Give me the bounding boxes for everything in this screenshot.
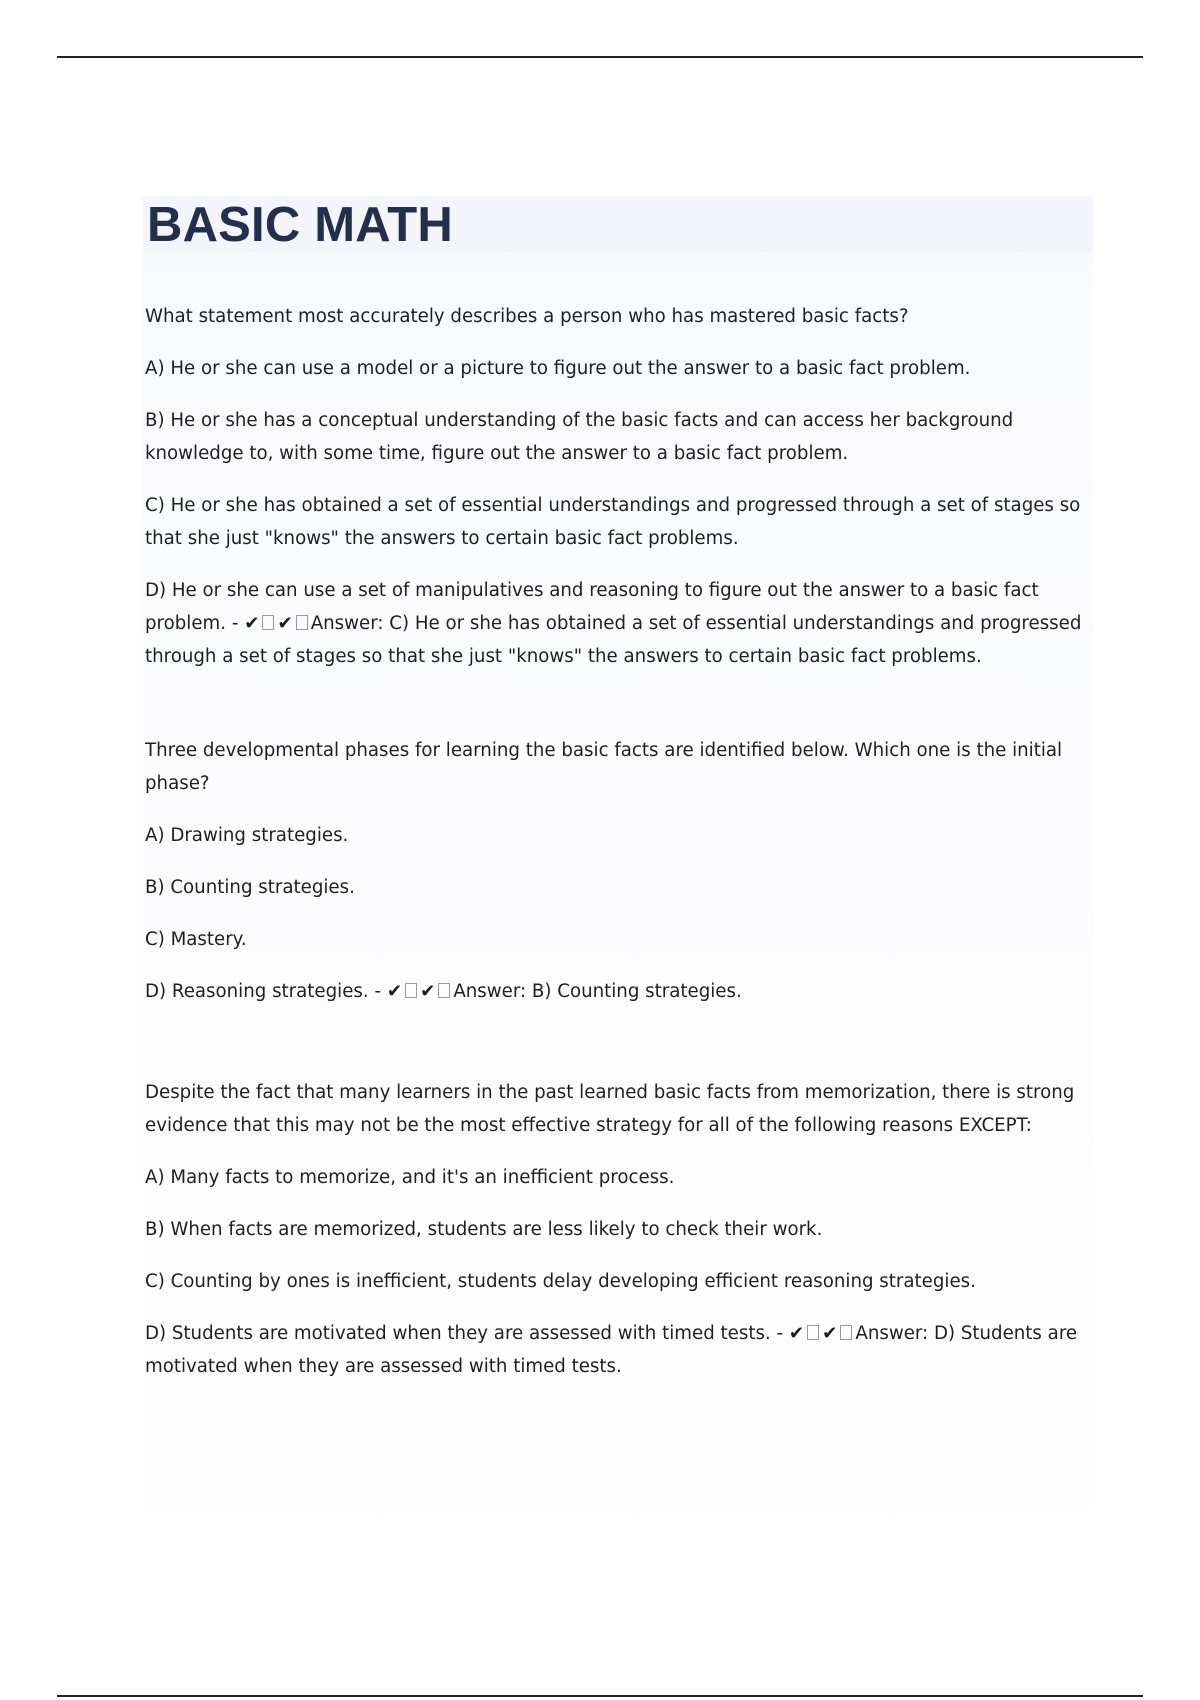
footer-rule xyxy=(57,1695,1143,1697)
answer-text: Answer: D) Students are motivated when they are assessed with timed tests. xyxy=(145,1323,1078,1377)
option-c: C) Mastery. xyxy=(145,929,247,950)
question-prompt: Three developmental phases for learning the basic facts are identified below. Which one is the initial phase? xyxy=(145,740,1063,794)
check-mark-icon: ✔ xyxy=(386,981,403,1002)
option-b: B) He or she has a conceptual understanding of the basic facts and can access her background knowledge to, with some time, figure out the answer to a basic fact problem. xyxy=(145,410,1014,464)
question-prompt: What statement most accurately describes a person who has mastered basic facts? xyxy=(145,306,909,327)
option-d: D) Students are motivated when they are assessed with timed tests. - xyxy=(145,1323,784,1344)
answer-text: Answer: C) He or she has obtained a set of essential understandings and progressed through a set of stages so that she just "knows" the answers to certain basic fact problems. xyxy=(145,613,1082,667)
title-band xyxy=(143,196,1093,252)
question-block xyxy=(145,1076,1085,1402)
question-block xyxy=(145,734,1085,1027)
box-glyph-icon xyxy=(405,983,417,998)
option-a: A) Drawing strategies. xyxy=(145,825,349,846)
header-rule xyxy=(57,56,1143,58)
document-body xyxy=(143,196,1093,1616)
check-mark-icon: ✔ xyxy=(244,613,260,634)
page-title: BASIC MATH xyxy=(147,198,453,252)
check-mark-icon: ✔ xyxy=(277,613,293,634)
option-d-with-answer xyxy=(145,574,1085,673)
option-d-with-answer xyxy=(145,1317,1085,1383)
box-glyph-icon xyxy=(807,1325,819,1340)
check-mark-icon: ✔ xyxy=(822,1323,838,1344)
question-block xyxy=(145,300,1085,692)
question-prompt: Despite the fact that many learners in the past learned basic facts from memorization, there is strong evidence that this may not be the most effective strategy for all of the following reasons EXCEPT: xyxy=(145,1082,1075,1136)
option-b: B) When facts are memorized, students are less likely to check their work. xyxy=(145,1219,823,1240)
check-mark-icon: ✔ xyxy=(420,981,436,1002)
box-glyph-icon xyxy=(438,983,450,998)
option-c: C) Counting by ones is inefficient, students delay developing efficient reasoning strategies. xyxy=(145,1271,976,1292)
option-c: C) He or she has obtained a set of essential understandings and progressed through a set of stages so that she just "knows" the answers to certain basic fact problems. xyxy=(145,495,1081,549)
option-d-with-answer xyxy=(145,975,1085,1008)
box-glyph-icon xyxy=(262,615,274,630)
option-a: A) Many facts to memorize, and it's an inefficient process. xyxy=(145,1167,675,1188)
box-glyph-icon xyxy=(296,615,308,630)
option-a: A) He or she can use a model or a picture to figure out the answer to a basic fact problem. xyxy=(145,358,971,379)
option-b: B) Counting strategies. xyxy=(145,877,355,898)
answer-text: Answer: B) Counting strategies. xyxy=(453,981,742,1002)
option-d: D) Reasoning strategies. - xyxy=(145,981,382,1002)
box-glyph-icon xyxy=(840,1325,852,1340)
option-d: D) He or she can use a set of manipulatives and reasoning to figure out the answer to a basic fact problem. - xyxy=(145,580,1039,634)
check-mark-icon: ✔ xyxy=(788,1323,805,1344)
